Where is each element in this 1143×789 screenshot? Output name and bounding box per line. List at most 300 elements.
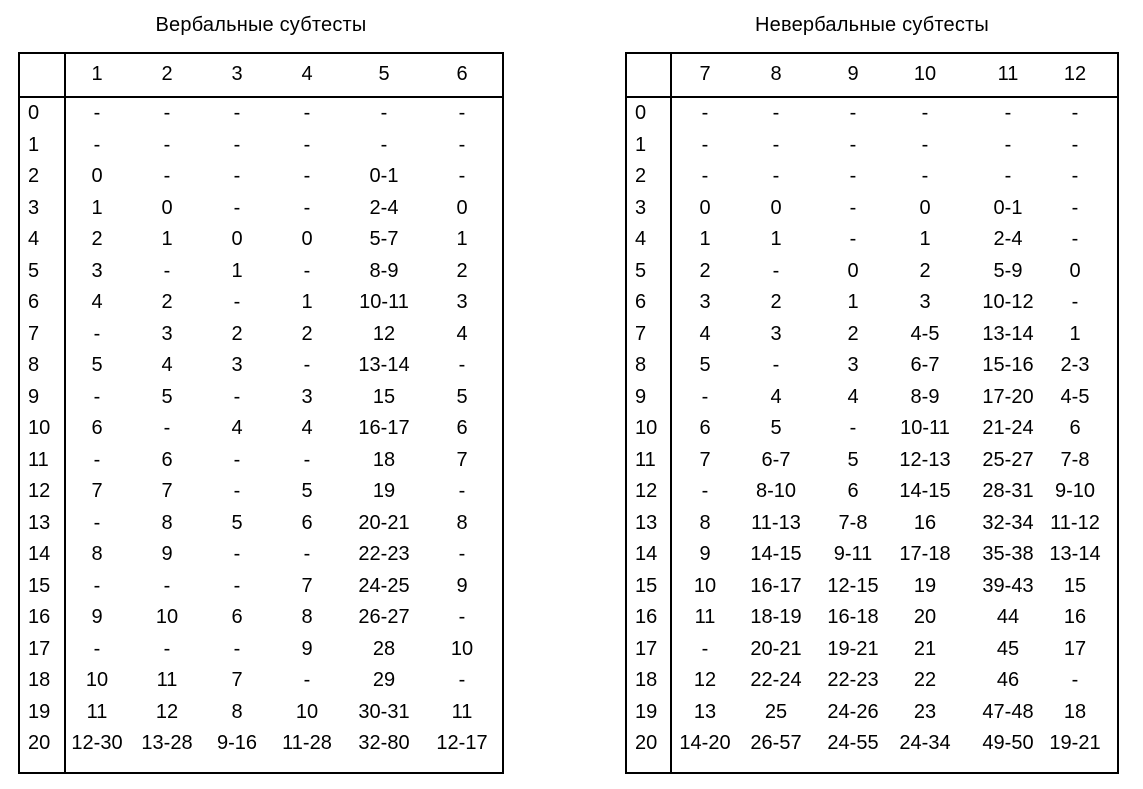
table-cell: -	[772, 354, 780, 377]
row-label: 10	[635, 417, 658, 440]
row-label: 1	[28, 133, 40, 156]
header-row	[625, 52, 1119, 96]
table-cell: -	[1071, 669, 1079, 692]
table-cell: 21	[913, 637, 937, 660]
row-label: 12	[28, 480, 51, 503]
table-cell: -	[701, 102, 709, 125]
table-cell: 22	[913, 669, 937, 692]
table-cell: -	[1071, 165, 1079, 188]
table-row	[18, 508, 504, 540]
table-cell: 10	[85, 669, 109, 692]
table-cell: 45	[996, 637, 1020, 660]
table-cell: 1	[231, 259, 243, 282]
table-cell: 8-9	[910, 385, 940, 408]
table-cell: 7	[456, 448, 468, 471]
table-row	[18, 476, 504, 508]
table-cell: -	[380, 133, 388, 156]
table-row	[18, 665, 504, 697]
table-row	[18, 728, 504, 760]
table-row	[625, 728, 1119, 760]
table-cell: 4	[770, 385, 782, 408]
table-cell: 9	[301, 637, 313, 660]
column-header: 9	[847, 62, 859, 85]
table-cell: 10	[693, 574, 717, 597]
row-label: 5	[28, 259, 40, 282]
table-cell: 22-24	[750, 669, 802, 692]
table-row	[625, 413, 1119, 445]
table-row	[625, 319, 1119, 351]
table-row	[625, 476, 1119, 508]
table-cell: 15	[1063, 574, 1087, 597]
table-cell: 0	[161, 196, 173, 219]
table-row	[18, 602, 504, 634]
table-cell: 7-8	[1060, 448, 1090, 471]
table-cell: 1	[847, 291, 859, 314]
row-label: 4	[28, 228, 40, 251]
row-label: 16	[635, 606, 658, 629]
table-cell: 10	[295, 700, 319, 723]
verbal-subtests-table	[18, 0, 504, 789]
table-cell: 8	[301, 606, 313, 629]
table-cell: 1	[301, 291, 313, 314]
row-label: 0	[28, 102, 40, 125]
table-cell: 10	[450, 637, 474, 660]
table-cell: 11	[156, 669, 178, 692]
table-cell: 4	[161, 354, 173, 377]
table-row	[18, 350, 504, 382]
table-cell: -	[772, 259, 780, 282]
row-label: 11	[28, 448, 49, 471]
table-cell: 13-14	[358, 354, 410, 377]
table-row	[18, 571, 504, 603]
table-row	[18, 634, 504, 666]
table-cell: -	[233, 102, 241, 125]
table-cell: 7-8	[838, 511, 868, 534]
column-header: 10	[913, 62, 937, 85]
table-cell: 1	[456, 228, 468, 251]
table-cell: 30-31	[358, 700, 410, 723]
table-row	[625, 445, 1119, 477]
table-cell: 0	[847, 259, 859, 282]
table-cell: 8-9	[369, 259, 399, 282]
table-cell: -	[772, 102, 780, 125]
table-row	[18, 193, 504, 225]
table-cell: 49-50	[982, 732, 1034, 755]
table-cell: -	[303, 543, 311, 566]
table-cell: 6	[231, 606, 243, 629]
table-cell: 2	[456, 259, 468, 282]
table-cell: 0-1	[369, 165, 399, 188]
table-cell: -	[303, 448, 311, 471]
table-cell: 1	[91, 196, 103, 219]
table-cell: 9	[161, 543, 173, 566]
table-cell: -	[1071, 102, 1079, 125]
table-cell: 8	[699, 511, 711, 534]
table-cell: 28-31	[982, 480, 1034, 503]
table-cell: -	[849, 196, 857, 219]
table-row	[18, 413, 504, 445]
table-cell: -	[458, 133, 466, 156]
table-cell: 19-21	[827, 637, 879, 660]
table-cell: 18	[372, 448, 396, 471]
table-cell: 13-14	[1049, 543, 1101, 566]
table-cell: -	[1004, 165, 1012, 188]
table-cell: 0	[919, 196, 931, 219]
table-cell: -	[93, 133, 101, 156]
column-header: 5	[378, 62, 390, 85]
table-cell: 25	[764, 700, 788, 723]
row-label: 8	[28, 354, 40, 377]
table-row	[625, 634, 1119, 666]
table-cell: 16	[1063, 606, 1087, 629]
table-cell: 8	[456, 511, 468, 534]
table-cell: 3	[770, 322, 782, 345]
table-row	[18, 130, 504, 162]
table-cell: 17-20	[982, 385, 1034, 408]
table-cell: 18	[1063, 700, 1087, 723]
row-label: 3	[28, 196, 40, 219]
table-row	[18, 382, 504, 414]
table-cell: -	[93, 448, 101, 471]
table-cell: 6-7	[761, 448, 791, 471]
table-cell: 12	[155, 700, 179, 723]
table-cell: 26-27	[358, 606, 410, 629]
table-row	[625, 539, 1119, 571]
table-cell: 4	[847, 385, 859, 408]
table-cell: -	[163, 417, 171, 440]
table-cell: 2	[699, 259, 711, 282]
table-cell: 2-4	[369, 196, 399, 219]
nonverbal-subtests-table	[625, 0, 1119, 789]
table-cell: -	[772, 165, 780, 188]
table-cell: 20-21	[750, 637, 802, 660]
table-cell: 3	[456, 291, 468, 314]
table-cell: 25-27	[982, 448, 1034, 471]
table-cell: 7	[231, 669, 243, 692]
table-cell: -	[458, 354, 466, 377]
row-label: 19	[635, 700, 658, 723]
row-label: 9	[28, 385, 40, 408]
table-cell: -	[701, 385, 709, 408]
row-label: 18	[28, 669, 51, 692]
table-cell: -	[380, 102, 388, 125]
table-cell: -	[458, 543, 466, 566]
table-row	[625, 193, 1119, 225]
table-cell: -	[233, 385, 241, 408]
row-label: 2	[635, 165, 647, 188]
table-cell: -	[1004, 102, 1012, 125]
table-cell: -	[233, 480, 241, 503]
table-cell: 9	[91, 606, 103, 629]
table-row	[18, 445, 504, 477]
row-label: 5	[635, 259, 647, 282]
table-row	[18, 224, 504, 256]
table-cell: 7	[161, 480, 173, 503]
table-cell: -	[163, 102, 171, 125]
table-cell: -	[921, 102, 929, 125]
table-cell: 4	[456, 322, 468, 345]
table-cell: 6	[1069, 417, 1081, 440]
table-cell: 0	[456, 196, 468, 219]
table-cell: 9	[456, 574, 468, 597]
table-cell: 24-25	[358, 574, 410, 597]
row-label: 19	[28, 700, 51, 723]
table-cell: 24-55	[827, 732, 879, 755]
table-row	[625, 224, 1119, 256]
table-cell: -	[93, 102, 101, 125]
row-label: 10	[28, 417, 51, 440]
table-cell: 15-16	[982, 354, 1034, 377]
table-cell: 9-16	[216, 732, 258, 755]
table-cell: 6	[301, 511, 313, 534]
row-label: 15	[635, 574, 658, 597]
table-cell: 2	[301, 322, 313, 345]
table-cell: 4	[301, 417, 313, 440]
row-label: 9	[635, 385, 647, 408]
row-label: 7	[28, 322, 40, 345]
table-cell: 5	[456, 385, 468, 408]
table-cell: -	[1071, 196, 1079, 219]
table-cell: 4	[91, 291, 103, 314]
table-cell: 11	[451, 700, 473, 723]
table-cell: 2-4	[993, 228, 1023, 251]
table-cell: 4-5	[910, 322, 940, 345]
table-cell: 20	[913, 606, 937, 629]
table-cell: 16-18	[827, 606, 879, 629]
table-cell: 19-21	[1049, 732, 1101, 755]
table-cell: 5	[699, 354, 711, 377]
table-cell: 14-20	[679, 732, 731, 755]
table-row	[625, 697, 1119, 729]
row-label: 18	[635, 669, 658, 692]
table-cell: 9-11	[833, 543, 873, 566]
table-cell: -	[921, 165, 929, 188]
table-cell: 11-28	[282, 732, 332, 755]
table-cell: 28	[372, 637, 396, 660]
table-cell: 8	[231, 700, 243, 723]
table-cell: 0	[1069, 259, 1081, 282]
table-cell: 8	[91, 543, 103, 566]
table-cell: -	[772, 133, 780, 156]
table-cell: 3	[91, 259, 103, 282]
row-label: 17	[28, 637, 51, 660]
table-cell: 13-14	[982, 322, 1034, 345]
table-row	[18, 256, 504, 288]
table-cell: 24-34	[899, 732, 951, 755]
table-cell: 2	[231, 322, 243, 345]
table-cell: 13	[693, 700, 717, 723]
row-label: 3	[635, 196, 647, 219]
table-cell: 7	[301, 574, 313, 597]
table-cell: -	[233, 196, 241, 219]
table-cell: 12	[693, 669, 717, 692]
table-cell: 19	[913, 574, 937, 597]
table-cell: -	[233, 574, 241, 597]
table-cell: 12	[372, 322, 396, 345]
table-cell: -	[1004, 133, 1012, 156]
table-cell: 15	[372, 385, 396, 408]
column-header: 3	[231, 62, 243, 85]
table-row	[625, 508, 1119, 540]
table-cell: 6	[847, 480, 859, 503]
table-cell: 32-80	[358, 732, 410, 755]
table-cell: 5	[231, 511, 243, 534]
table-cell: 7	[91, 480, 103, 503]
table-cell: -	[233, 637, 241, 660]
table-cell: 22-23	[827, 669, 879, 692]
table-cell: 3	[231, 354, 243, 377]
table-cell: -	[233, 133, 241, 156]
table-cell: -	[233, 165, 241, 188]
table-cell: 6	[91, 417, 103, 440]
table-cell: 5-9	[993, 259, 1023, 282]
table-cell: 35-38	[982, 543, 1034, 566]
table-cell: 0	[699, 196, 711, 219]
table-cell: -	[849, 133, 857, 156]
row-label: 7	[635, 322, 647, 345]
table-cell: -	[458, 165, 466, 188]
table-cell: 3	[161, 322, 173, 345]
table-cell: -	[303, 354, 311, 377]
table-cell: 12-15	[827, 574, 879, 597]
table-cell: 3	[919, 291, 931, 314]
table-cell: 7	[699, 448, 711, 471]
table-cell: -	[1071, 133, 1079, 156]
table-cell: 2	[770, 291, 782, 314]
table-cell: -	[849, 228, 857, 251]
table-cell: 11-13	[751, 511, 801, 534]
table-cell: 6	[456, 417, 468, 440]
table-cell: 17-18	[899, 543, 951, 566]
row-label: 11	[635, 448, 656, 471]
table-cell: 24-26	[827, 700, 879, 723]
table-cell: 26-57	[750, 732, 802, 755]
table-cell: 47-48	[982, 700, 1034, 723]
table-cell: 6-7	[910, 354, 940, 377]
row-label: 20	[635, 732, 658, 755]
table-cell: 10-11	[900, 417, 950, 440]
table-cell: 1	[161, 228, 173, 251]
table-cell: 13-28	[141, 732, 193, 755]
table-cell: 1	[770, 228, 782, 251]
table-cell: 22-23	[358, 543, 410, 566]
table-cell: -	[303, 259, 311, 282]
table-cell: 39-43	[982, 574, 1034, 597]
table-cell: 0	[770, 196, 782, 219]
column-header: 12	[1063, 62, 1087, 85]
table-cell: -	[458, 606, 466, 629]
row-label: 8	[635, 354, 647, 377]
table-cell: -	[303, 133, 311, 156]
table-cell: 5-7	[369, 228, 399, 251]
table-cell: -	[303, 669, 311, 692]
table-row	[625, 287, 1119, 319]
table-cell: 2	[919, 259, 931, 282]
table-cell: 12-13	[899, 448, 951, 471]
column-header: 2	[161, 62, 173, 85]
table-cell: 17	[1063, 637, 1087, 660]
table-cell: 2	[91, 228, 103, 251]
row-label: 6	[635, 291, 647, 314]
table-cell: 0	[91, 165, 103, 188]
table-cell: 5	[161, 385, 173, 408]
table-cell: 5	[847, 448, 859, 471]
table-cell: 8-10	[755, 480, 797, 503]
table-cell: 16-17	[358, 417, 410, 440]
header-row	[18, 52, 504, 96]
table-row	[18, 539, 504, 571]
row-label: 6	[28, 291, 40, 314]
table-row	[625, 161, 1119, 193]
table-cell: 19	[372, 480, 396, 503]
table-cell: -	[93, 385, 101, 408]
row-label: 2	[28, 165, 40, 188]
table-cell: 12-17	[436, 732, 488, 755]
table-cell: -	[1071, 228, 1079, 251]
table-cell: -	[163, 637, 171, 660]
table-cell: -	[849, 165, 857, 188]
column-header: 6	[456, 62, 468, 85]
table-cell: 18-19	[750, 606, 802, 629]
table-cell: 3	[699, 291, 711, 314]
table-cell: -	[163, 574, 171, 597]
table-cell: 2	[847, 322, 859, 345]
table-cell: 0	[301, 228, 313, 251]
table-cell: -	[93, 637, 101, 660]
table-cell: -	[93, 574, 101, 597]
table-cell: 12-30	[71, 732, 123, 755]
table-row	[625, 665, 1119, 697]
table-cell: -	[163, 259, 171, 282]
table-row	[18, 319, 504, 351]
row-label: 12	[635, 480, 658, 503]
column-header: 8	[770, 62, 782, 85]
table-cell: -	[93, 322, 101, 345]
table-cell: 11-12	[1050, 511, 1100, 534]
table-cell: 4	[699, 322, 711, 345]
table-cell: -	[303, 196, 311, 219]
table-cell: -	[303, 102, 311, 125]
table-row	[18, 287, 504, 319]
row-label: 1	[635, 133, 647, 156]
row-label: 14	[28, 543, 51, 566]
table-cell: 0-1	[993, 196, 1023, 219]
table-cell: 20-21	[358, 511, 410, 534]
table-row	[625, 256, 1119, 288]
table-cell: 10-11	[359, 291, 409, 314]
table-cell: -	[458, 669, 466, 692]
table-cell: 3	[847, 354, 859, 377]
row-label: 14	[635, 543, 658, 566]
row-label: 17	[635, 637, 658, 660]
table-cell: 14-15	[750, 543, 802, 566]
column-header: 11	[997, 62, 1019, 85]
table-cell: 10	[155, 606, 179, 629]
table-cell: -	[701, 637, 709, 660]
table-cell: 9	[699, 543, 711, 566]
table-row	[18, 697, 504, 729]
table-row	[18, 161, 504, 193]
row-label: 16	[28, 606, 51, 629]
table-row	[625, 571, 1119, 603]
table-cell: 16-17	[750, 574, 802, 597]
table-cell: 1	[919, 228, 931, 251]
table-cell: 2	[161, 291, 173, 314]
table-cell: 4-5	[1060, 385, 1090, 408]
table-cell: -	[233, 448, 241, 471]
table-cell: -	[458, 102, 466, 125]
row-label: 15	[28, 574, 51, 597]
